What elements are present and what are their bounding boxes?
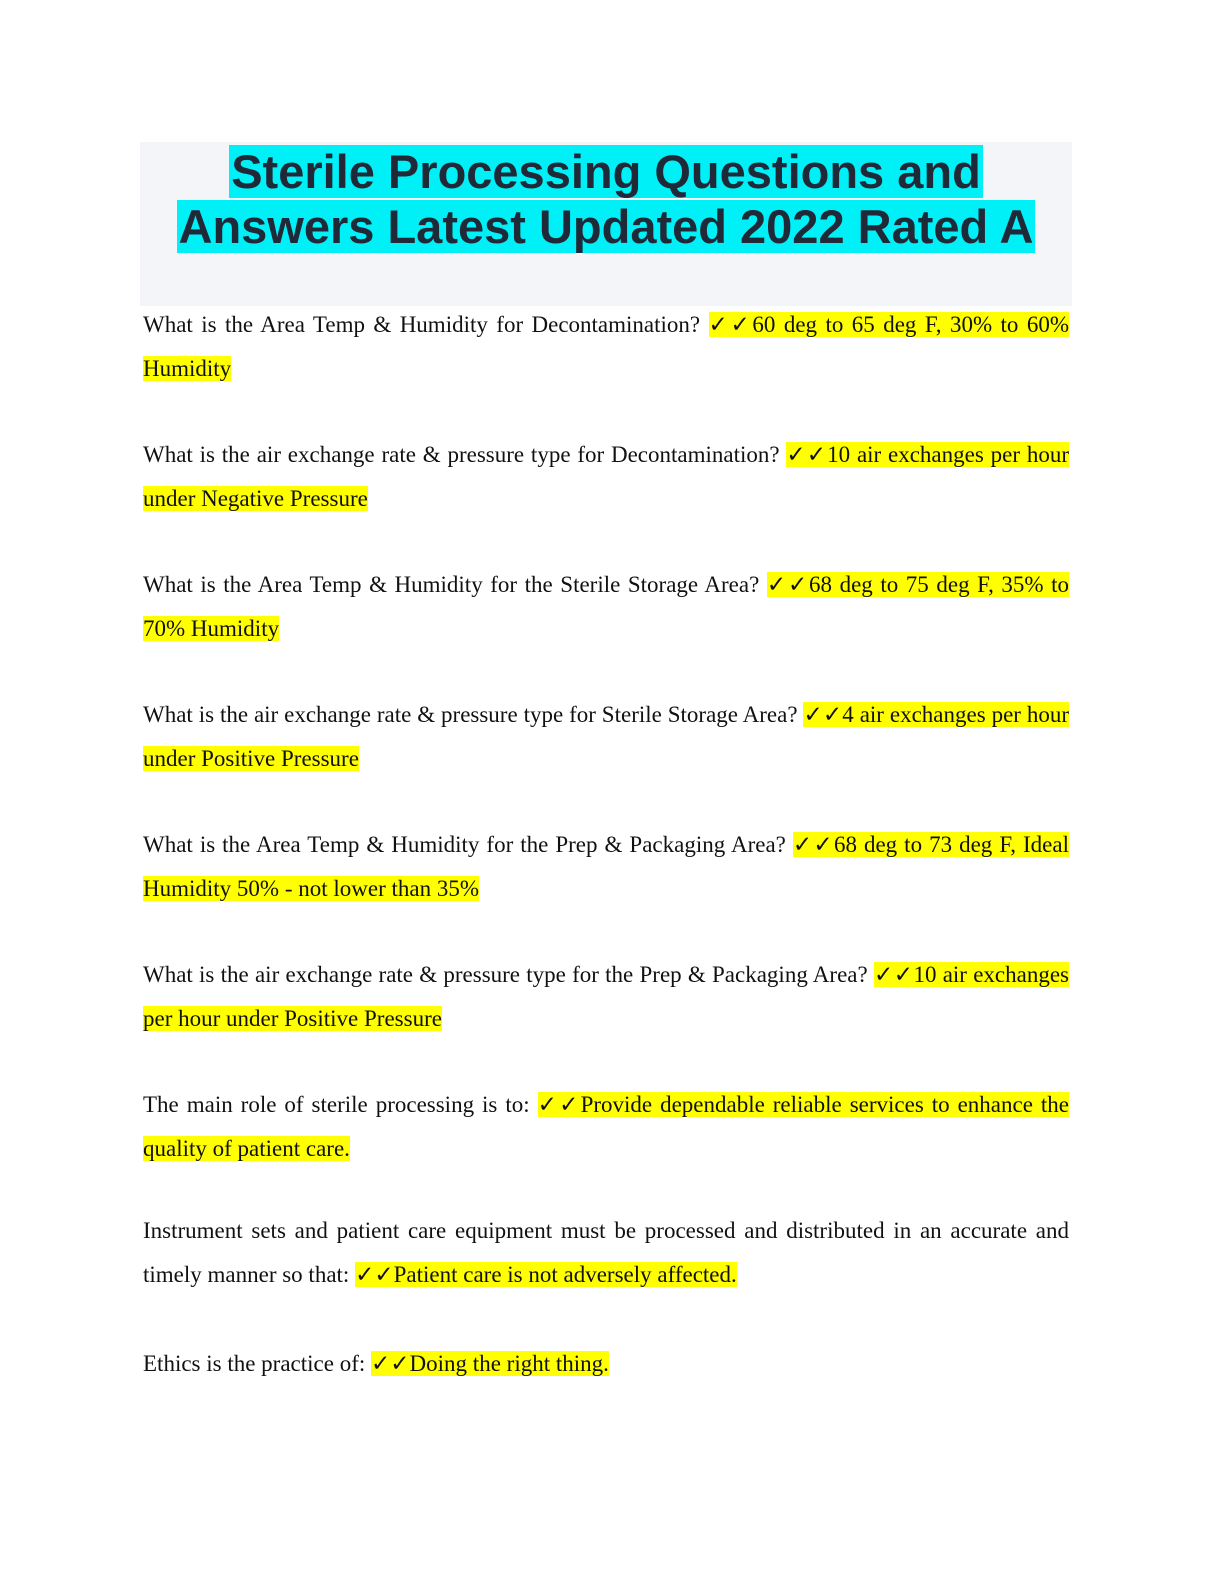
answer-text: ✓✓68 deg to 75 deg F, 35% to 70% Humidity	[143, 572, 1069, 641]
answer-text: ✓✓10 air exchanges per hour under Negative Pressure	[143, 442, 1069, 511]
qa-item	[143, 303, 1069, 391]
question-text: Instrument sets and patient care equipment must be processed and distributed in an accurate and timely manner so that:	[143, 1218, 1069, 1287]
answer-text: ✓✓Patient care is not adversely affected.	[355, 1262, 737, 1287]
answer-text: ✓✓68 deg to 73 deg F, Ideal Humidity 50% - not lower than 35%	[143, 832, 1069, 901]
answer-text: ✓✓Provide dependable reliable services to enhance the quality of patient care.	[143, 1092, 1069, 1161]
question-text: What is the Area Temp & Humidity for the Sterile Storage Area?	[143, 572, 767, 597]
question-text: Ethics is the practice of:	[143, 1351, 372, 1376]
question-text: The main role of sterile processing is to:	[143, 1092, 538, 1117]
qa-list	[143, 303, 1069, 1386]
question-text: What is the air exchange rate & pressure type for the Prep & Packaging Area?	[143, 962, 874, 987]
qa-item	[143, 1342, 1069, 1386]
qa-item	[143, 953, 1069, 1041]
answer-text: ✓✓10 air exchanges per hour under Positive Pressure	[143, 962, 1069, 1031]
answer-text: ✓✓60 deg to 65 deg F, 30% to 60% Humidity	[143, 312, 1069, 381]
question-text: What is the air exchange rate & pressure type for Sterile Storage Area?	[143, 702, 804, 727]
question-text: What is the air exchange rate & pressure type for Decontamination?	[143, 442, 787, 467]
title-block	[140, 142, 1072, 306]
qa-item	[143, 1083, 1069, 1171]
qa-item	[143, 1209, 1069, 1297]
page-title	[140, 142, 1072, 254]
answer-text: ✓✓Doing the right thing.	[371, 1351, 609, 1376]
question-text: What is the Area Temp & Humidity for Decontamination?	[143, 312, 709, 337]
question-text: What is the Area Temp & Humidity for the Prep & Packaging Area?	[143, 832, 793, 857]
qa-item	[143, 563, 1069, 651]
answer-text: ✓✓4 air exchanges per hour under Positive Pressure	[143, 702, 1069, 771]
title-line-2: Answers Latest Updated 2022 Rated A	[178, 200, 1034, 253]
title-line-1: Sterile Processing Questions and	[231, 145, 981, 198]
qa-item	[143, 693, 1069, 781]
qa-item	[143, 823, 1069, 911]
qa-item	[143, 433, 1069, 521]
